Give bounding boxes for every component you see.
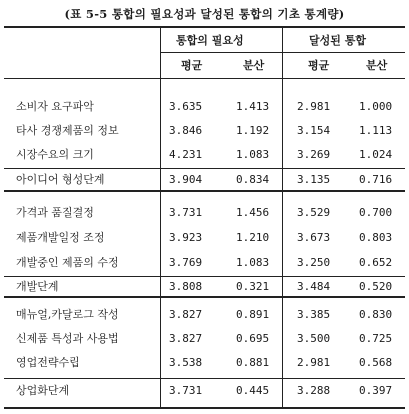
header-need-var: 분산 — [243, 59, 265, 72]
row-value: 0.321 — [236, 280, 270, 293]
row-value: 2.981 — [297, 100, 331, 113]
column-divider-label — [160, 28, 161, 407]
row-label: 신제품 특성과 사용법 — [16, 332, 119, 345]
row-value: 0.725 — [359, 332, 393, 345]
header-bottom-rule — [4, 78, 405, 79]
row-value: 3.385 — [297, 308, 331, 321]
row-value: 0.881 — [236, 356, 270, 369]
header-need-mean: 평균 — [181, 59, 203, 72]
row-label-summary: 개발단계 — [16, 280, 59, 293]
table-caption: (표 5-5 통합의 필요성과 달성된 통합의 기초 통계량) — [64, 7, 345, 21]
row-value: 3.250 — [297, 256, 331, 269]
row-value: 3.500 — [297, 332, 331, 345]
section-rule-3 — [4, 378, 405, 379]
row-value: 0.834 — [236, 173, 270, 186]
row-value: 1.413 — [236, 100, 270, 113]
row-value: 1.083 — [236, 256, 270, 269]
row-value: 1.456 — [236, 206, 270, 219]
row-label: 매뉴얼,카달로그 작성 — [16, 308, 119, 321]
row-value: 3.827 — [169, 332, 203, 345]
row-value: 0.803 — [359, 231, 393, 244]
row-label: 개발중인 제품의 수정 — [16, 256, 119, 269]
statistics-table — [4, 26, 405, 409]
row-value: 3.154 — [297, 124, 331, 137]
row-value: 3.846 — [169, 124, 203, 137]
header-achieved-var: 분산 — [366, 59, 388, 72]
row-value: 3.731 — [169, 206, 203, 219]
header-achieved: 달성된 통합 — [309, 34, 366, 47]
row-label-summary: 상업화단계 — [16, 384, 70, 397]
row-value: 0.695 — [236, 332, 270, 345]
row-value: 3.923 — [169, 231, 203, 244]
row-label-summary: 아이디어 형성단계 — [16, 173, 105, 186]
row-value: 0.700 — [359, 206, 393, 219]
row-value: 3.135 — [297, 173, 331, 186]
row-value: 0.716 — [359, 173, 393, 186]
section-rule-2-bottom — [4, 296, 405, 298]
column-divider-group — [282, 28, 283, 407]
row-value: 4.231 — [169, 148, 203, 161]
row-value: 1.000 — [359, 100, 393, 113]
row-value: 3.538 — [169, 356, 203, 369]
header-need: 통합의 필요성 — [176, 34, 244, 47]
row-value: 1.192 — [236, 124, 270, 137]
section-rule-1-bottom — [4, 190, 405, 192]
row-value: 1.024 — [359, 148, 393, 161]
row-value: 0.830 — [359, 308, 393, 321]
row-value: 0.445 — [236, 384, 270, 397]
header-achieved-mean: 평균 — [308, 59, 330, 72]
row-value: 3.769 — [169, 256, 203, 269]
row-value: 3.904 — [169, 173, 203, 186]
row-value: 3.808 — [169, 280, 203, 293]
row-value: 3.673 — [297, 231, 331, 244]
row-value: 3.269 — [297, 148, 331, 161]
row-label: 소비자 요구파악 — [16, 100, 94, 113]
row-value: 1.083 — [236, 148, 270, 161]
row-value: 0.652 — [359, 256, 393, 269]
row-label: 제품개발일정 조정 — [16, 231, 105, 244]
row-value: 0.397 — [359, 384, 393, 397]
row-value: 0.520 — [359, 280, 393, 293]
row-value: 3.827 — [169, 308, 203, 321]
row-value: 3.529 — [297, 206, 331, 219]
row-label: 타사 경쟁제품의 정보 — [16, 124, 119, 137]
row-value: 1.113 — [359, 124, 393, 137]
row-label: 시장수요의 크기 — [16, 148, 94, 161]
row-value: 1.210 — [236, 231, 270, 244]
header-subrule — [161, 52, 405, 53]
row-value: 3.288 — [297, 384, 331, 397]
row-label: 영업전략수립 — [16, 356, 80, 369]
row-value: 0.891 — [236, 308, 270, 321]
row-value: 3.484 — [297, 280, 331, 293]
section-rule-2 — [4, 276, 405, 277]
section-rule-1 — [4, 168, 405, 169]
row-value: 0.568 — [359, 356, 393, 369]
row-label: 가격과 품질결정 — [16, 206, 94, 219]
row-value: 3.635 — [169, 100, 203, 113]
row-value: 2.981 — [297, 356, 331, 369]
row-value: 3.731 — [169, 384, 203, 397]
